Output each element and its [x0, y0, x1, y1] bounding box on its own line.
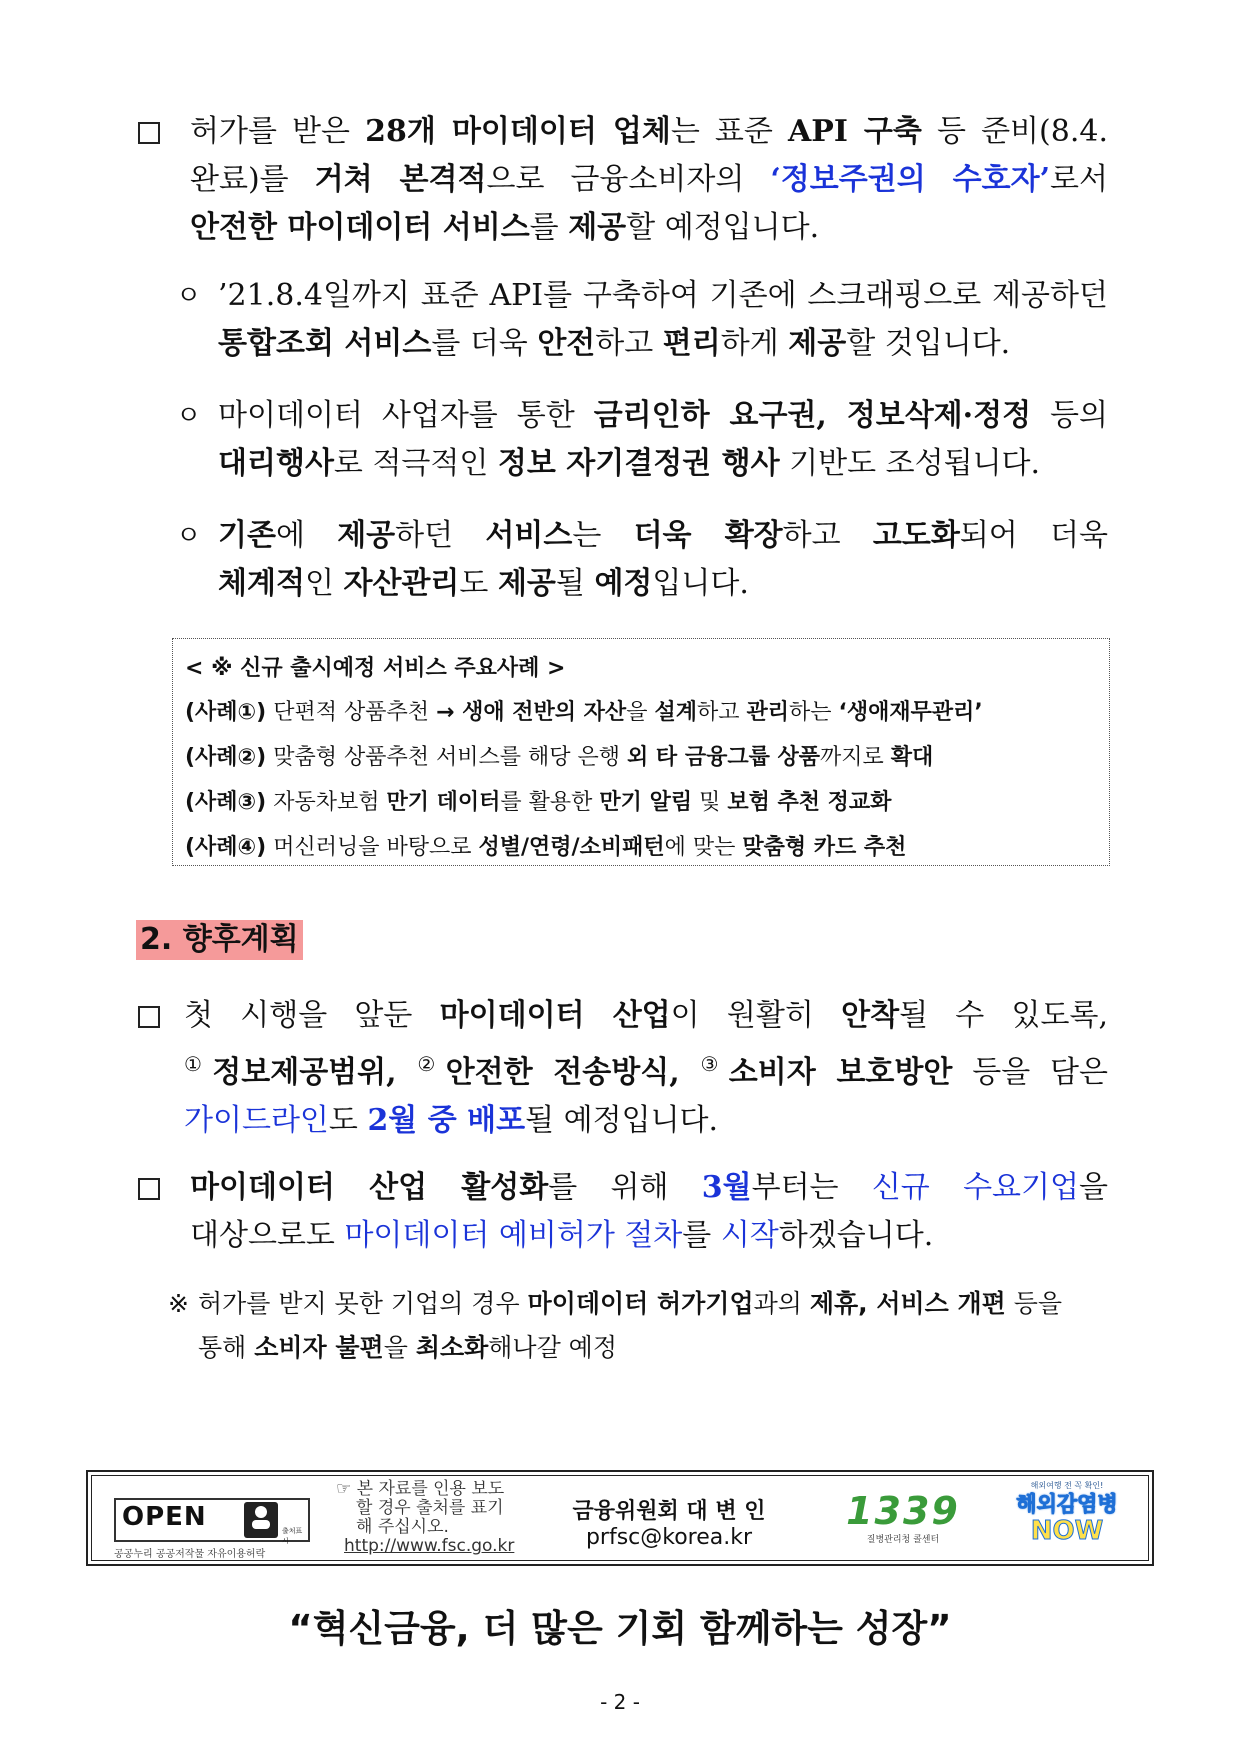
case-2: (사례②) 맞춤형 상품추천 서비스를 해당 은행 외 타 금융그룹 상품까지로 확대 — [185, 745, 934, 770]
p2-line-2: ①정보제공범위, ②안전한 전송방식, ③소비자 보호방안 등을 담은 — [184, 1052, 1109, 1090]
case-4: (사례④) 머신러닝을 바탕으로 성별/연령/소비패턴에 맞는 맞춤형 카드 추천 — [185, 835, 907, 860]
box-title: < ※ 신규 출시예정 서비스 주요사례 > — [185, 656, 566, 681]
open-badge: 출처표시 — [282, 1527, 303, 1545]
b3-line-1: 기존에 제공하던 서비스는 더욱 확장하고 고도화되어 더욱 — [218, 518, 1108, 553]
bullet-2 — [176, 392, 1108, 488]
b2-line-1: 마이데이터 사업자를 통한 금리인하 요구권, 정보삭제·정정 등의 — [218, 398, 1109, 433]
spokesman-contact — [564, 1494, 774, 1550]
open-license-subtitle: 공공누리 공공저작물 자유이용허락 — [114, 1549, 266, 1560]
checkbox-square-icon — [138, 1006, 160, 1028]
paragraph-2 — [138, 992, 1108, 1145]
hotline-number: 1339 — [846, 1489, 960, 1533]
note-line-1: 허가를 받지 못한 기업의 경우 마이데이터 허가기업과의 제휴, 서비스 개편 등을 — [198, 1289, 1063, 1318]
open-logo-text: OPEN — [122, 1502, 207, 1532]
b3-line-2: 체계적인 자산관리도 제공될 예정입니다. — [218, 566, 749, 601]
p2-line-1: 첫 시행을 앞둔 마이데이터 산업이 원활히 안착될 수 있도록, — [184, 998, 1108, 1033]
bullet-circle-icon: ㅇ — [176, 281, 202, 311]
note-mark: ※ — [168, 1289, 189, 1318]
paragraph-1 — [138, 108, 1108, 252]
bullet-1 — [176, 272, 1108, 368]
checkbox-square-icon — [138, 122, 160, 144]
bullet-circle-icon: ㅇ — [176, 521, 202, 551]
note-line-2: 통해 소비자 불편을 최소화해나갈 예정 — [198, 1333, 617, 1362]
section-heading: 2. 향후계획 — [136, 920, 303, 960]
spokesman-title: 금융위원회 대 변 인 — [572, 1499, 766, 1524]
b1-line-1: ’21.8.4일까지 표준 API를 구축하여 기존에 스크래핑으로 제공하던 — [218, 278, 1108, 313]
case-3: (사례③) 자동차보험 만기 데이터를 활용한 만기 알림 및 보험 추천 정교화 — [185, 790, 892, 815]
travel-small-text: 해외여행 전 꼭 확인! — [1030, 1481, 1104, 1490]
spokesman-email[interactable]: prfsc@korea.kr — [585, 1525, 753, 1550]
travel-now: NOW — [1030, 1516, 1104, 1546]
p3-line-2: 대상으로도 마이데이터 예비허가 절차를 시작하겠습니다. — [190, 1218, 934, 1253]
p2-line-3: 가이드라인도 2월 중 배포될 예정입니다. — [184, 1103, 719, 1138]
case-1: (사례①) 단편적 상품추천 → 생애 전반의 자산을 설계하고 관리하는 ‘생애재무관리’ — [185, 700, 983, 725]
citation-request: ☞ 본 자료를 인용 보도 할 경우 출처를 표기 해 주십시오. http://www.fsc.go.kr — [336, 1480, 536, 1556]
hotline-subtitle: 질병관리청 콜센터 — [866, 1535, 940, 1545]
bullet-3 — [176, 512, 1108, 608]
footer-banner — [86, 1470, 1154, 1566]
p3-line-1: 마이데이터 산업 활성화를 위해 3월부터는 신규 수요기업을 — [190, 1170, 1108, 1205]
overseas-infection-now-logo — [992, 1480, 1142, 1545]
p1-line-3: 안전한 마이데이터 서비스를 제공할 예정입니다. — [190, 210, 820, 245]
hotline-1339-logo — [838, 1490, 968, 1545]
bullet-circle-icon: ㅇ — [176, 401, 202, 431]
checkbox-square-icon — [138, 1178, 160, 1200]
slogan: “혁신금융, 더 많은 기회 함께하는 성장” — [288, 1607, 952, 1650]
reference-note — [168, 1282, 1118, 1370]
open-license-logo — [114, 1498, 310, 1545]
travel-title: 해외감염병 — [1016, 1492, 1118, 1516]
b1-line-2: 통합조회 서비스를 더욱 안전하고 편리하게 제공할 것입니다. — [218, 326, 1011, 361]
b2-line-2: 대리행사로 적극적인 정보 자기결정권 행사 기반도 조성됩니다. — [218, 446, 1041, 481]
page-number: - 2 - — [600, 1690, 640, 1714]
p1-line-2: 완료)를 거쳐 본격적으로 금융소비자의 ‘정보주권의 수호자’로서 — [190, 162, 1108, 197]
paragraph-3 — [138, 1164, 1108, 1260]
person-icon — [244, 1502, 278, 1538]
p1-line-1: 허가를 받은 28개 마이데이터 업체는 표준 API 구축 등 준비(8.4. — [190, 114, 1108, 149]
fsc-website-link[interactable]: http://www.fsc.go.kr — [344, 1536, 515, 1556]
case-examples-box — [172, 638, 1110, 866]
